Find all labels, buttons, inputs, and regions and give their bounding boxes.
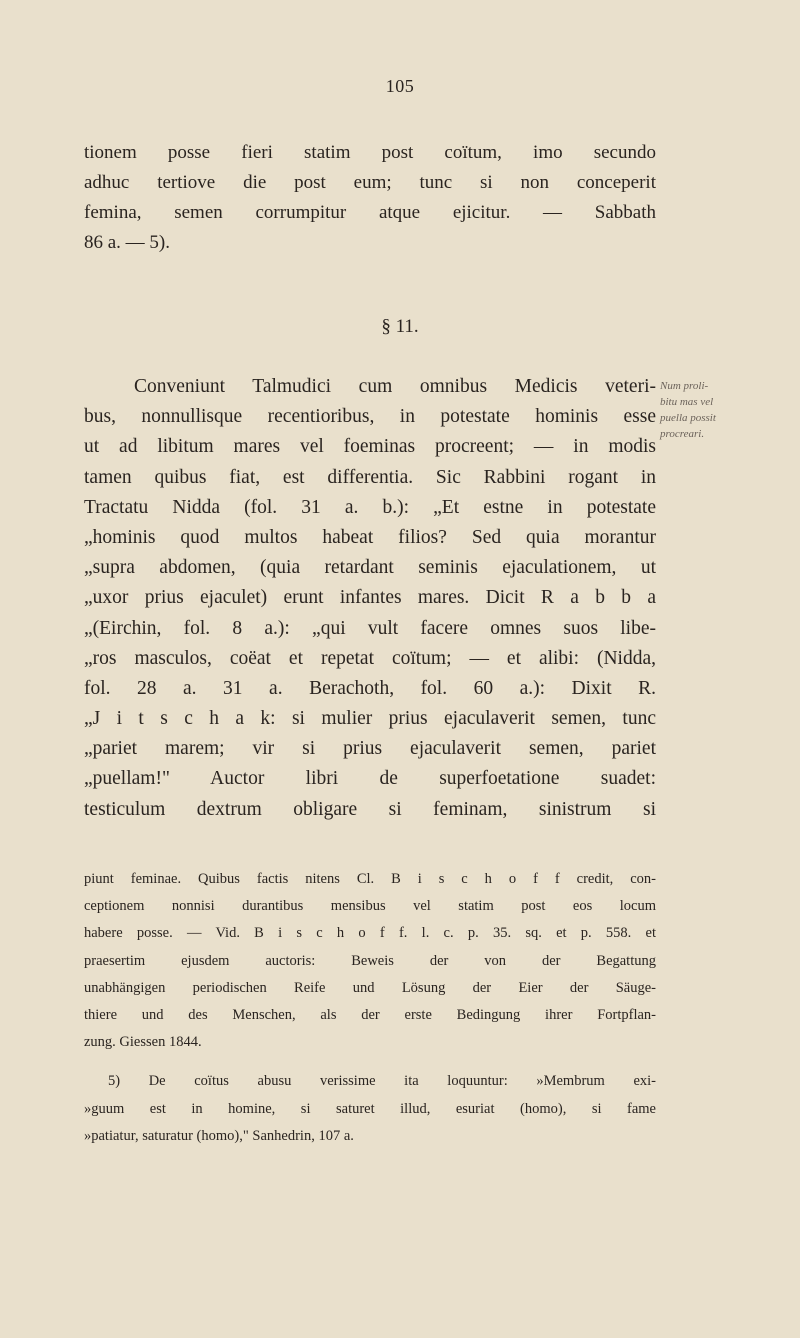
text-line: „ros masculos, coëat et repetat coïtum; — et alibi: (Nidda, [84,647,656,669]
margin-note-line: puella possit [660,412,716,424]
text-line: fol. 28 a. 31 a. Berachoth, fol. 60 a.): Dixit R. [84,677,656,699]
footnote-line: praesertim ejusdem auctoris: Beweis der von der Begattung [84,952,656,969]
margin-note-line: Num proli- [660,380,709,392]
text-line: ut ad libitum mares vel foeminas procreent; — in modis [84,436,656,458]
text-line: bus, nonnullisque recentioribus, in potestate hominis esse [84,406,656,428]
text-line: Conveniunt Talmudici cum omnibus Medicis veteri- [134,376,656,397]
text-line: tionem posse fieri statim post coïtum, imo secundo [84,142,656,163]
footnote-line: unabhängigen periodischen Reife und Lösung der Eier der Säuge- [84,979,656,996]
footnote-gap [84,1056,656,1068]
text-line: „(Eirchin, fol. 8 a.): „qui vult facere omnes suos libe- [84,617,656,639]
text-line: „hominis quod multos habeat filios? Sed quia morantur [84,526,656,548]
footnote-line: »guum est in homine, si saturet illud, esuriat (homo), si fame [84,1100,656,1117]
margin-note [660,378,800,442]
text-line: 86 a. — 5). [84,232,171,253]
footnote-line: 5) De coïtus abusu verissime ita loquuntur: »Membrum exi- [108,1073,656,1090]
footnote-line: habere posse. — Vid. B i s c h o f f. l. c. p. 35. sq. et p. 558. et [84,925,656,942]
margin-note-line: procreari. [660,428,705,440]
top-paragraph [84,138,656,258]
footnote-line: piunt feminae. Quibus factis nitens Cl. B i s c h o f f credit, con- [84,871,656,887]
footnote-line: ceptionem nonnisi durantibus mensibus vel statim post eos locum [84,898,656,915]
main-paragraph [84,372,656,825]
footnote-line: zung. Giessen 1844. [84,1034,202,1051]
text-line: Tractatu Nidda (fol. 31 a. b.): „Et estne in potestate [84,496,656,518]
margin-note-line: bitu mas vel [660,396,714,408]
section-heading: § 11. [381,316,419,337]
footnote-line: »patiatur, saturatur (homo)," Sanhedrin, 107 a. [84,1127,354,1144]
text-line: tamen quibus fiat, est differentia. Sic Rabbini rogant in [84,466,656,488]
text-line: „supra abdomen, (quia retardant seminis ejaculationem, ut [84,557,656,579]
text-line: „J i t s c h a k: si mulier prius ejaculaverit semen, tunc [84,708,656,730]
text-line: adhuc tertiove die post eum; tunc si non conceperit [84,172,656,193]
text-line: „puellam!" Auctor libri de superfoetatione suadet: [84,768,656,790]
page-number: 105 [385,76,415,96]
text-line: testiculum dextrum obligare si feminam, sinistrum si [84,798,656,820]
footnotes [84,866,656,1150]
text-line: femina, semen corrumpitur atque ejicitur. — Sabbath [84,202,656,223]
text-line: „pariet marem; vir si prius ejaculaverit semen, pariet [84,738,656,760]
footnote-line: thiere und des Menschen, als der erste Bedingung ihrer Fortpflan- [84,1006,656,1023]
text-line: „uxor prius ejaculet) erunt infantes mares. Dicit R a b b a [84,587,656,609]
